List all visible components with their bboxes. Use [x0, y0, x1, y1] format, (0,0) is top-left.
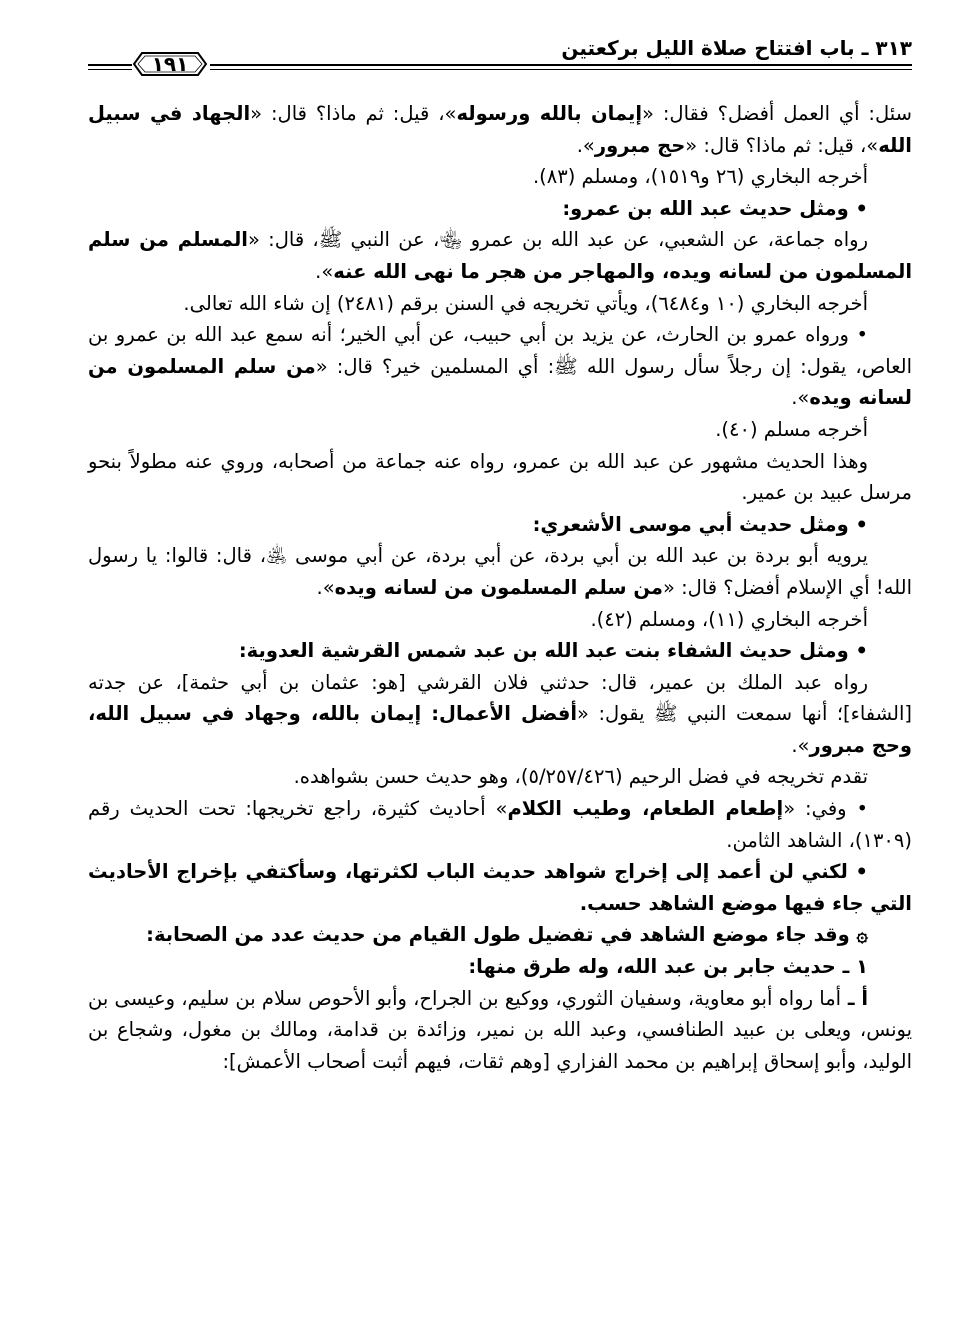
- text-segment: أخرجه البخاري (١٠ و٦٤٨٤)، ويأتي تخريجه في السنن برقم (٢٤٨١) إن شاء الله تعالى.: [183, 291, 868, 315]
- text-segment: وهذا الحديث مشهور عن عبد الله بن عمرو، رواه عنه جماعة من أصحابه، وروي عنه مطولاً بنحو مرسل عبيد بن عمير.: [88, 449, 912, 505]
- text-segment: • ورواه عمرو بن الحارث، عن يزيد بن أبي حبيب، عن أبي الخير؛ أنه سمع عبد الله بن عمرو بن العاص، يقول: إن رجلاً سأل رسول الله ﷺ: أي المسلمين خير؟ قال: «: [88, 323, 912, 378]
- bold-text: أفضل الأعمال: إيمان بالله، وجهاد في سبيل الله، وحج مبرور: [88, 702, 912, 757]
- paragraph: [88, 604, 912, 636]
- text-segment: يرويه أبو بردة بن عبد الله بن أبي بردة، عن أبي بردة، عن أبي موسى ﵁، قال: قالوا: يا رسول الله! أي الإسلام أفضل؟ قال: «: [88, 544, 912, 599]
- paragraph: [88, 414, 912, 446]
- text-segment: أما رواه أبو معاوية، وسفيان الثوري، ووكيع بن الجراح، وأبو الأحوص سلام بن سليم، وعيسى بن يونس، ويعلى بن عبيد الطنافسي، وعبد الله بن نمير، وزائدة بن قدامة، ومالك بن مغول، وشجاع بن الوليد، وأبو إسحاق إبراهيم بن محمد الفزاري [وهم ثقات، فيهم أثبت أصحاب الأعمش]:: [88, 986, 912, 1073]
- paragraph: [88, 446, 912, 509]
- page-number-frame: [132, 50, 208, 78]
- header-rule-left-thin: [88, 69, 132, 70]
- paragraph: [88, 98, 912, 161]
- bold-text: من سلم المسلمون من لسانه ويده: [88, 354, 912, 410]
- header-rule-left: [88, 64, 132, 66]
- text-segment: سئل: أي العمل أفضل؟ فقال: «: [642, 102, 912, 125]
- paragraph: [88, 951, 912, 983]
- bold-text: الجهاد في سبيل الله: [88, 102, 912, 157]
- text-segment: ».: [791, 733, 810, 757]
- page-number: ١٩١: [151, 52, 189, 76]
- bold-text: • ومثل حديث الشفاء بنت عبد الله بن عبد شمس القرشية العدوية:: [238, 639, 868, 663]
- paragraph: [88, 288, 912, 320]
- paragraph: [88, 319, 912, 414]
- header-rule: [210, 64, 912, 66]
- chapter-title: ٣١٣ ـ باب افتتاح صلاة الليل بركعتين: [561, 36, 912, 60]
- bold-text: حج مبرور: [594, 133, 686, 157]
- text-segment: رواه عبد الملك بن عمير، قال: حدثني فلان القرشي [هو: عثمان بن أبي حثمة]، عن جدته [الشفاء]؛ أنها سمعت النبي ﷺ يقول: «: [88, 670, 913, 726]
- paragraph: [88, 919, 912, 951]
- bold-text: إيمان بالله ورسوله: [456, 102, 643, 125]
- bold-text: • ومثل حديث أبي موسى الأشعري:: [532, 512, 868, 536]
- text-segment: ».: [576, 133, 595, 157]
- paragraph: [88, 635, 912, 667]
- paragraph: [88, 856, 912, 919]
- paragraph: [88, 761, 912, 793]
- paragraph: [88, 983, 912, 1078]
- bold-text: • ومثل حديث عبد الله بن عمرو:: [562, 196, 868, 220]
- text-segment: »، قيل: ثم ماذا؟ قال: «: [685, 133, 879, 157]
- paragraph: [88, 667, 912, 762]
- paragraph: [88, 161, 912, 193]
- paragraph: [88, 793, 912, 856]
- page-header: [88, 36, 912, 76]
- bold-text: المسلم من سلم المسلمون من لسانه ويده، والمهاجر من هجر ما نهى الله عنه: [88, 228, 912, 283]
- bold-text: ۞ وقد جاء موضع الشاهد في تفضيل طول القيام من حديث عدد من الصحابة:: [146, 923, 868, 947]
- text-segment: • وفي: «: [783, 797, 868, 821]
- text-segment: ».: [316, 575, 335, 599]
- main-text: [88, 98, 912, 1077]
- text-segment: » أحاديث كثيرة، راجع تخريجها: تحت الحديث رقم (١٣٠٩)، الشاهد الثامن.: [88, 797, 912, 852]
- paragraph: [88, 224, 912, 287]
- paragraph: [88, 540, 912, 603]
- text-segment: ».: [791, 386, 810, 410]
- text-segment: أخرجه البخاري (٢٦ و١٥١٩)، ومسلم (٨٣).: [532, 165, 868, 189]
- bold-text: من سلم المسلمون من لسانه ويده: [334, 575, 663, 599]
- text-segment: تقدم تخريجه في فضل الرحيم (٥/٢٥٧/٤٢٦)، وهو حديث حسن بشواهده.: [293, 765, 868, 789]
- bold-text: أ ـ: [841, 986, 869, 1010]
- bold-text: • لكني لن أعمد إلى إخراج شواهد حديث الباب لكثرتها، وسأكتفي بإخراج الأحاديث التي جاء فيها موضع الشاهد حسب.: [88, 860, 912, 915]
- text-segment: ».: [315, 259, 334, 283]
- text-segment: »، قيل: ثم ماذا؟ قال: «: [250, 102, 457, 125]
- text-segment: أخرجه البخاري (١١)، ومسلم (٤٢).: [590, 607, 868, 631]
- bold-text: إطعام الطعام، وطيب الكلام: [507, 797, 784, 821]
- text-segment: أخرجه مسلم (٤٠).: [715, 417, 868, 441]
- paragraph: [88, 193, 912, 225]
- header-rule-thin: [210, 69, 912, 70]
- text-segment: رواه جماعة، عن الشعبي، عن عبد الله بن عمرو ﵄، عن النبي ﷺ، قال: «: [247, 228, 868, 252]
- bold-text: ١ ـ حديث جابر بن عبد الله، وله طرق منها:: [468, 955, 868, 979]
- paragraph: [88, 509, 912, 541]
